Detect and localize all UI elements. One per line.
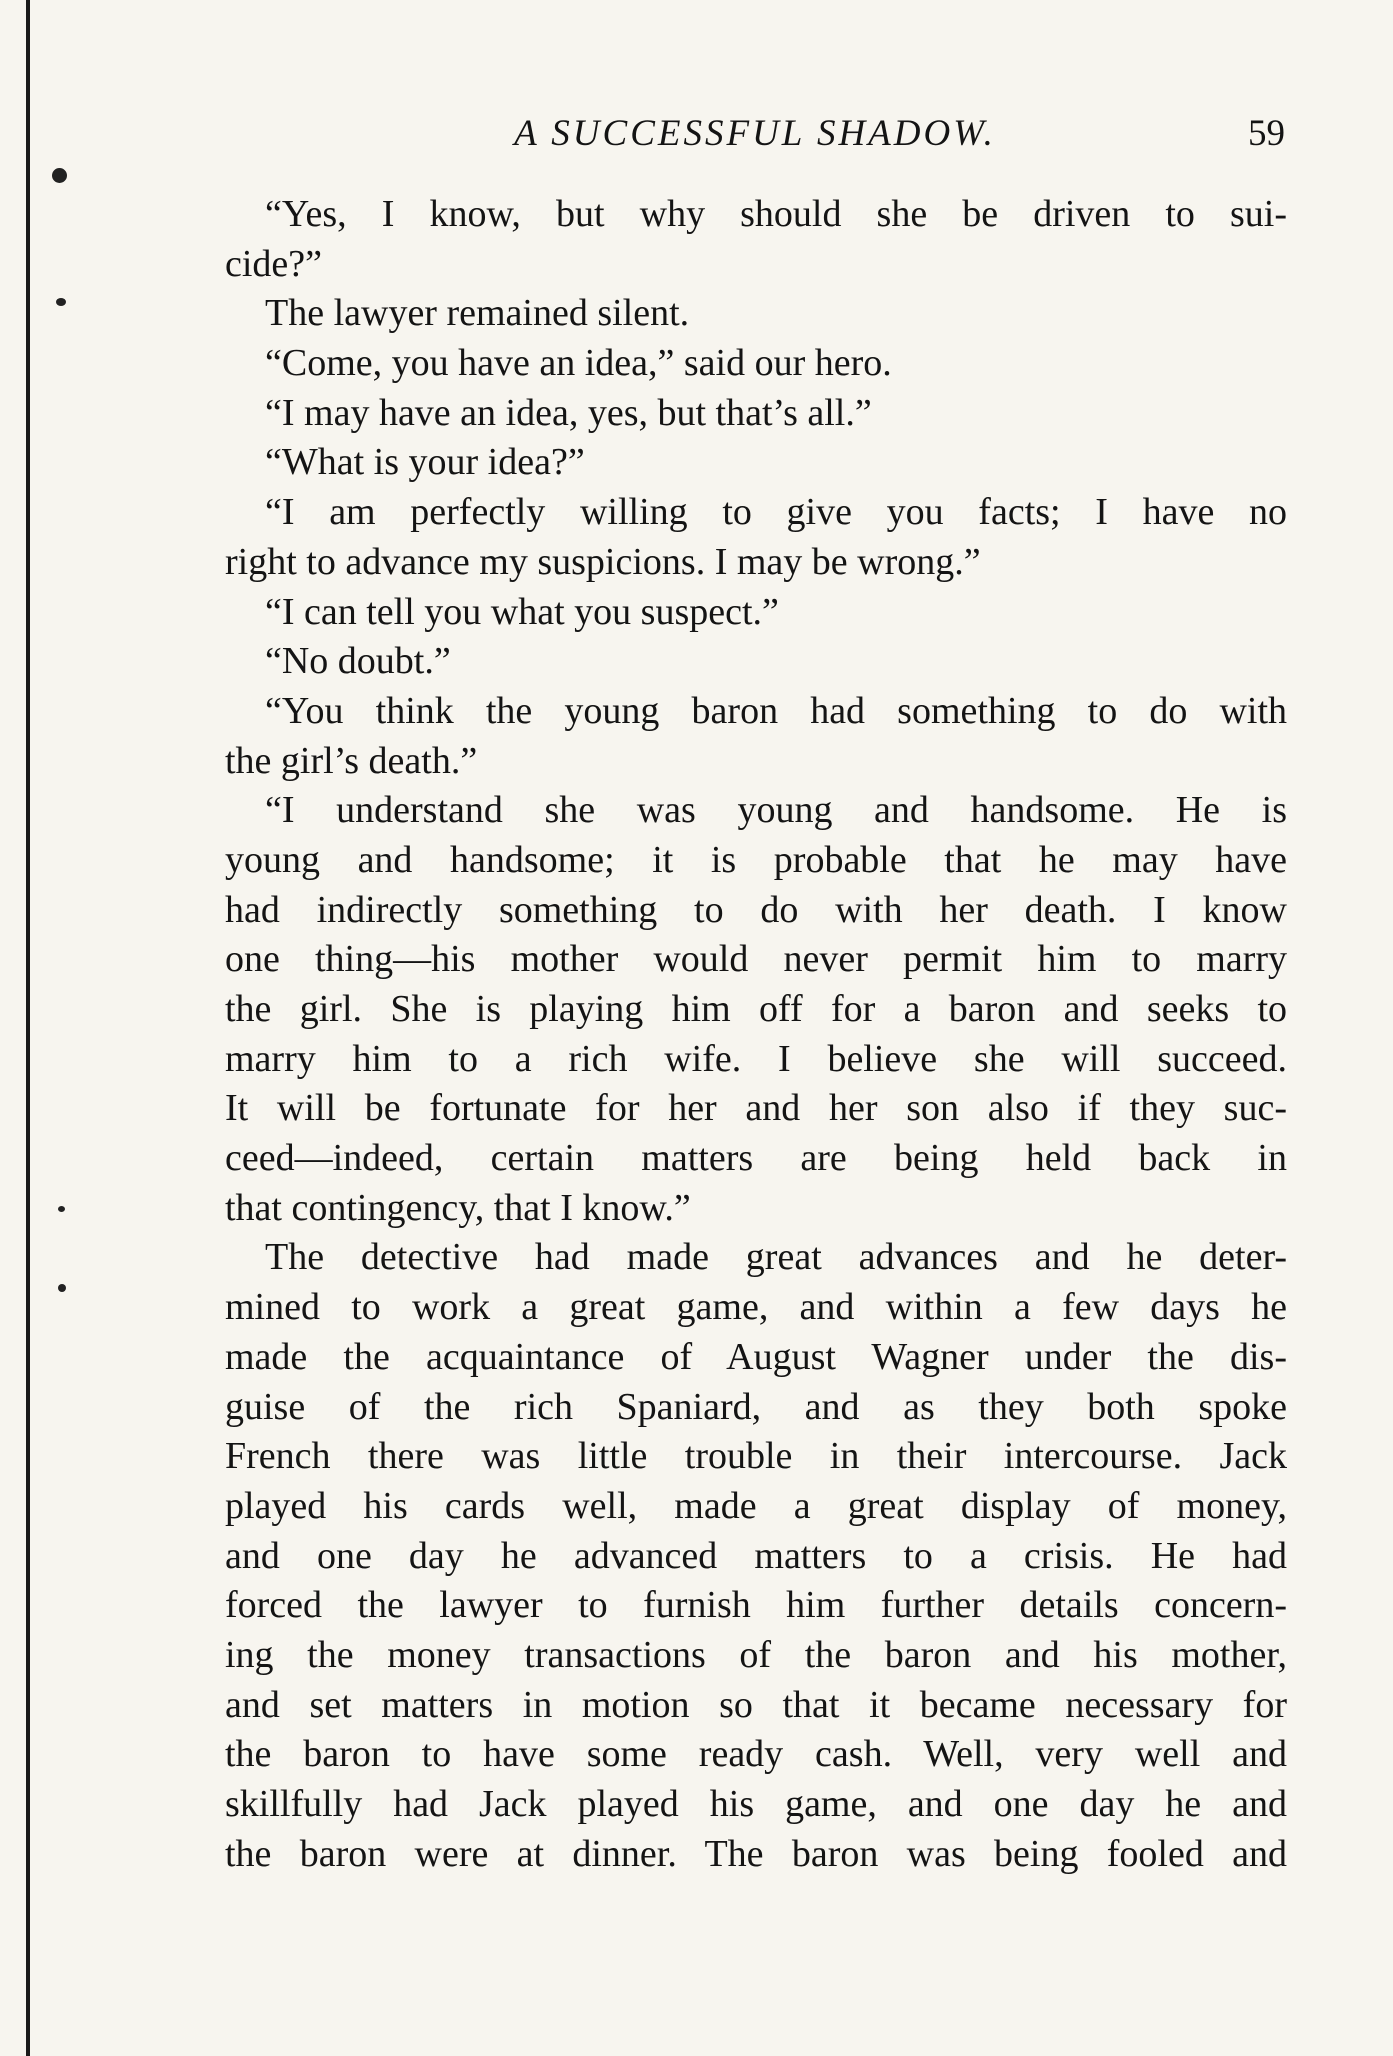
text-line: the girl’s death.” xyxy=(225,739,478,782)
text-line: It will be fortunate for her and her son also if they suc- xyxy=(225,1087,1287,1130)
text-line: “You think the young baron had something to do with xyxy=(265,689,1287,732)
text-line: French there was little trouble in their intercourse. Jack xyxy=(225,1435,1287,1478)
text-line: right to advance my suspicions. I may be wrong.” xyxy=(225,540,981,583)
text-line: cide?” xyxy=(225,242,323,285)
text-line: played his cards well, made a great display of money, xyxy=(225,1484,1287,1527)
text-line: skillfully had Jack played his game, and one day he and xyxy=(225,1783,1287,1825)
text-line: ing the money transactions of the baron and his mother, xyxy=(225,1633,1287,1676)
running-title: A SUCCESSFUL SHADOW. xyxy=(514,113,996,154)
page-number: 59 xyxy=(1248,113,1285,154)
text-line: one thing—his mother would never permit him to marry xyxy=(225,938,1287,981)
text-line: that contingency, that I know.” xyxy=(225,1186,691,1229)
text-line: “No doubt.” xyxy=(265,640,451,683)
text-line: marry him to a rich wife. I believe she will succeed. xyxy=(225,1037,1287,1080)
text-line: and one day he advanced matters to a crisis. He had xyxy=(225,1534,1287,1577)
text-line: and set matters in motion so that it became necessary for xyxy=(225,1683,1287,1726)
ink-speck xyxy=(52,168,67,183)
ink-speck xyxy=(56,298,66,306)
text-line: forced the lawyer to furnish him further details concern- xyxy=(225,1584,1287,1627)
text-line: the baron to have some ready cash. Well, very well and xyxy=(225,1733,1287,1776)
text-line: made the acquaintance of August Wagner under the dis- xyxy=(225,1335,1287,1378)
text-line: “I understand she was young and handsome. He is xyxy=(265,789,1287,832)
body-text xyxy=(225,190,1287,1879)
text-line: “I am perfectly willing to give you facts; I have no xyxy=(265,491,1287,534)
text-line: had indirectly something to do with her death. I know xyxy=(225,888,1287,931)
ink-speck xyxy=(58,1284,66,1292)
page-binding-edge xyxy=(26,0,30,2056)
text-line: “What is your idea?” xyxy=(265,441,585,484)
text-line: the girl. She is playing him off for a baron and seeks to xyxy=(225,988,1287,1030)
text-line: The lawyer remained silent. xyxy=(265,292,690,335)
text-line: “I can tell you what you suspect.” xyxy=(265,590,779,633)
text-line: “Come, you have an idea,” said our hero. xyxy=(265,342,892,385)
text-line: “Yes, I know, but why should she be driven to sui- xyxy=(265,193,1287,235)
text-line: mined to work a great game, and within a few days he xyxy=(225,1286,1287,1329)
text-line: ceed—indeed, certain matters are being held back in xyxy=(225,1137,1287,1180)
page-header xyxy=(225,106,1285,166)
ink-speck xyxy=(58,1206,65,1212)
text-line: the baron were at dinner. The baron was being fooled and xyxy=(225,1832,1287,1875)
text-line: young and handsome; it is probable that he may have xyxy=(225,838,1287,881)
text-line: The detective had made great advances and he deter- xyxy=(265,1236,1287,1279)
text-line: “I may have an idea, yes, but that’s all.” xyxy=(265,391,872,434)
text-line: guise of the rich Spaniard, and as they both spoke xyxy=(225,1385,1287,1428)
